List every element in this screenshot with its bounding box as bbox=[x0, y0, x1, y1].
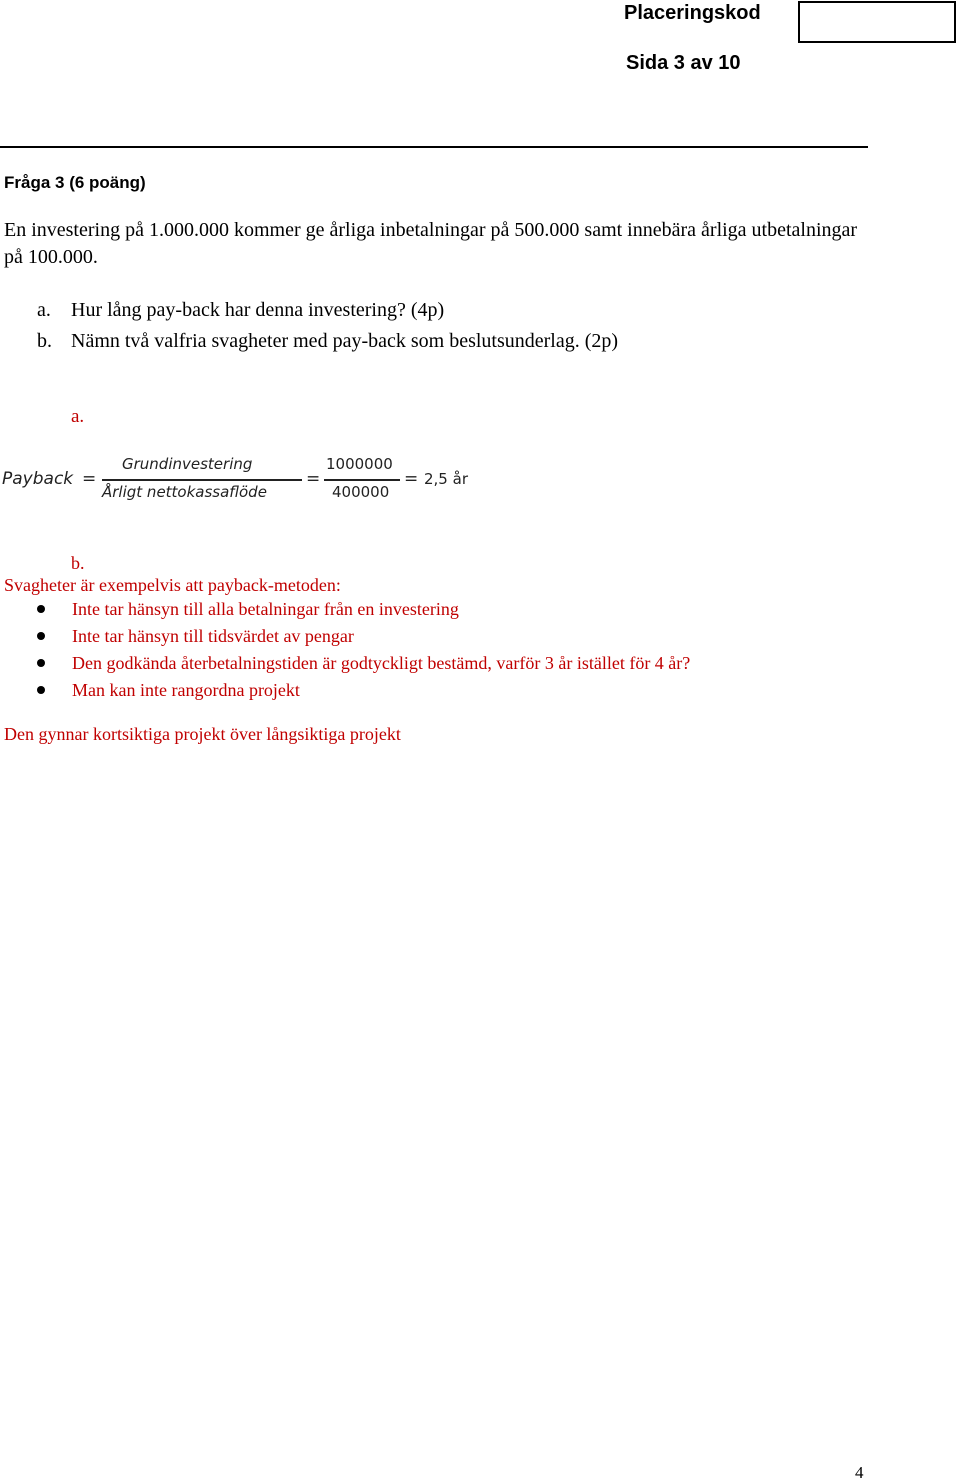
formula-denominator-value: 400000 bbox=[332, 483, 390, 501]
formula-equals: = bbox=[82, 469, 97, 489]
weakness-item: Den godkända återbetalningstiden är godtyckligt bestämd, varför 3 år istället för 4 år? bbox=[72, 653, 691, 673]
question-item-marker: b. bbox=[37, 330, 52, 352]
formula-denominator-text: Årligt nettokassaflöde bbox=[102, 483, 267, 501]
formula-equals: = bbox=[306, 469, 321, 489]
page-indicator: Sida 3 av 10 bbox=[626, 52, 741, 74]
bullet-icon bbox=[37, 632, 45, 640]
weakness-intro: Svagheter är exempelvis att payback-metoden: bbox=[4, 575, 341, 595]
page-number: 4 bbox=[855, 1463, 864, 1482]
placement-code-label: Placeringskod bbox=[624, 2, 761, 24]
bullet-icon bbox=[37, 659, 45, 667]
question-text: En investering på 1.000.000 kommer ge årliga inbetalningar på 500.000 samt innebära årliga utbetalningar på 100.000. bbox=[4, 219, 858, 268]
fraction-bar bbox=[324, 479, 400, 481]
formula-numerator-text: Grundinvestering bbox=[122, 455, 253, 473]
fraction-bar bbox=[102, 479, 302, 481]
formula-numerator-value: 1000000 bbox=[326, 455, 393, 473]
answer-b-label: b. bbox=[71, 553, 85, 573]
final-answer-line: Den gynnar kortsiktiga projekt över långsiktiga projekt bbox=[4, 724, 401, 744]
formula-lhs: Payback bbox=[2, 469, 74, 489]
formula-result: 2,5 år bbox=[424, 470, 468, 488]
question-item-a bbox=[37, 299, 837, 325]
header-divider bbox=[0, 146, 868, 148]
payback-formula bbox=[2, 452, 482, 510]
placement-code-box bbox=[798, 1, 956, 43]
weakness-item: Inte tar hänsyn till tidsvärdet av pengar bbox=[72, 626, 354, 646]
formula-equals: = bbox=[404, 469, 419, 489]
bullet-icon bbox=[37, 605, 45, 613]
bullet-icon bbox=[37, 686, 45, 694]
answer-a-label: a. bbox=[71, 406, 85, 427]
question-item-marker: a. bbox=[37, 299, 51, 321]
question-item-text: Hur lång pay-back har denna investering? (4p) bbox=[71, 299, 445, 321]
question-item-b bbox=[37, 330, 837, 356]
weakness-item: Man kan inte rangordna projekt bbox=[72, 680, 300, 700]
question-item-text: Nämn två valfria svagheter med pay-back som beslutsunderlag. (2p) bbox=[71, 330, 619, 352]
weakness-item: Inte tar hänsyn till alla betalningar från en investering bbox=[72, 599, 459, 619]
question-title: Fråga 3 (6 poäng) bbox=[4, 173, 146, 192]
